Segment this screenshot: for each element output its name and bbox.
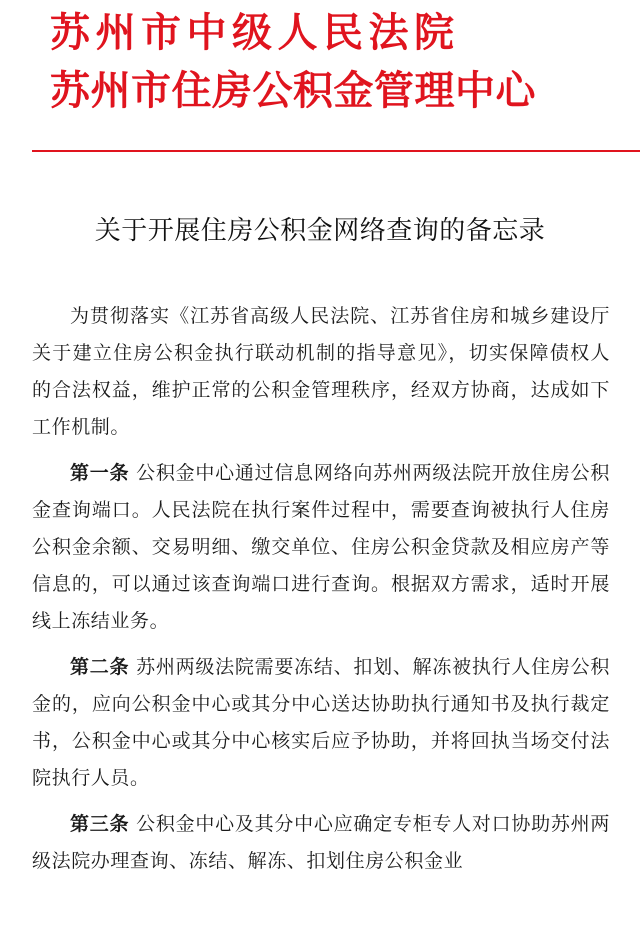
- article-3-text: 公积金中心及其分中心应确定专柜专人对口协助苏州两级法院办理查询、冻结、解冻、扣划住房公积金业: [32, 813, 610, 872]
- article-2-label: 第二条: [70, 656, 130, 678]
- article-1-text: 公积金中心通过信息网络向苏州两级法院开放住房公积金查询端口。人民法院在执行案件过程中，需要查询被执行人住房公积金余额、交易明细、缴交单位、住房公积金贷款及相应房产等信息的，可以通过该查询端口进行查询。根据双方需求，适时开展线上冻结业务。: [32, 462, 610, 632]
- article-3: [32, 806, 610, 880]
- org-name-fund-center: 苏州市住房公积金管理中心: [50, 68, 536, 114]
- article-2: [32, 649, 610, 797]
- preamble-paragraph: 为贯彻落实《江苏省高级人民法院、江苏省住房和城乡建设厅关于建立住房公积金执行联动机制的指导意见》，切实保障债权人的合法权益，维护正常的公积金管理秩序，经双方协商，达成如下工作机制。: [32, 305, 610, 438]
- article-2-text: 苏州两级法院需要冻结、扣划、解冻被执行人住房公积金的，应向公积金中心或其分中心送达协助执行通知书及执行裁定书，公积金中心或其分中心核实后应予协助，并将回执当场交付法院执行人员。: [32, 656, 610, 789]
- article-3-label: 第三条: [70, 813, 130, 835]
- org-name-court: 苏州市中级人民法院: [50, 10, 460, 56]
- document-title: 关于开展住房公积金网络查询的备忘录: [94, 216, 546, 246]
- article-1-label: 第一条: [70, 462, 130, 484]
- red-divider: [32, 150, 640, 152]
- document-body: [32, 298, 610, 889]
- article-1: [32, 455, 610, 640]
